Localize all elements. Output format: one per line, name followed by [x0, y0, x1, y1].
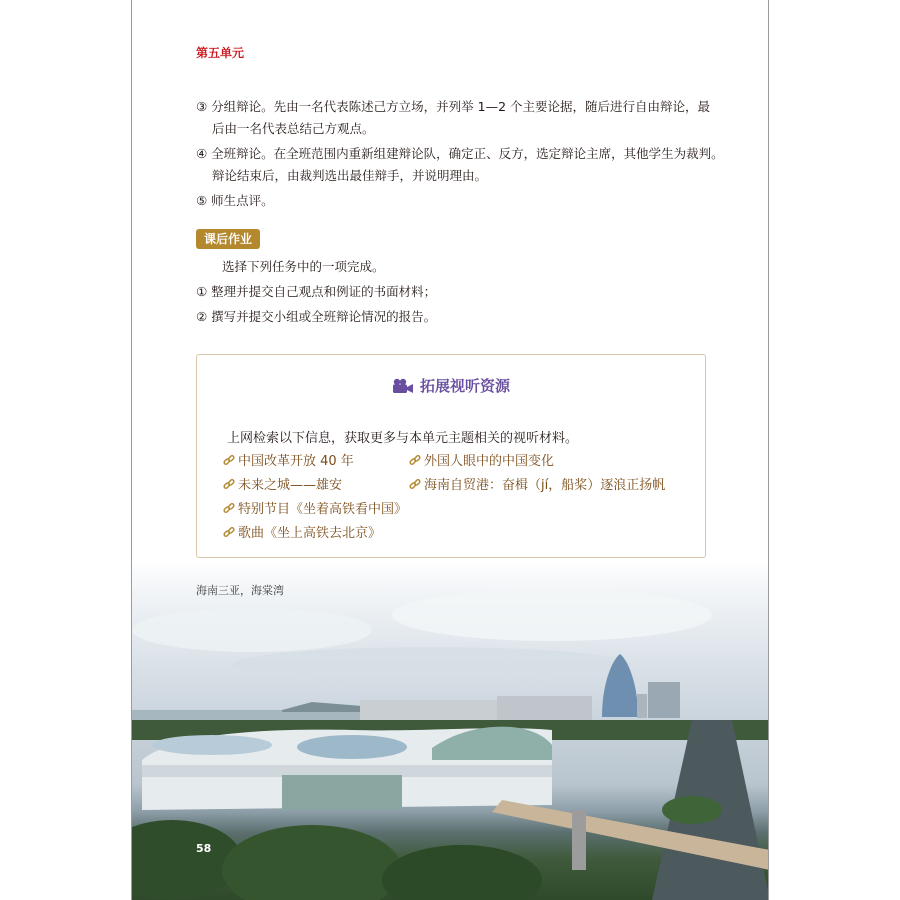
resource-link[interactable] — [223, 450, 354, 469]
link-icon — [409, 478, 421, 490]
video-camera-icon — [392, 378, 414, 394]
resource-link[interactable] — [223, 474, 342, 493]
resource-intro: 上网检索以下信息，获取更多与本单元主题相关的视听材料。 — [227, 431, 579, 446]
step-5-line-1: ⑤ 师生点评。 — [196, 193, 274, 208]
resource-link[interactable] — [223, 522, 381, 541]
resource-link-label: 外国人眼中的中国变化 — [424, 454, 555, 469]
page-number: 58 — [196, 842, 212, 855]
step-4-line-2: 辩论结束后，由裁判选出最佳辩手，并说明理由。 — [212, 168, 488, 183]
resource-link-label: 中国改革开放 40 年 — [238, 454, 354, 469]
step-4-line-1: ④ 全班辩论。在全班范围内重新组建辩论队，确定正、反方，选定辩论主席，其他学生为裁判。 — [196, 146, 724, 161]
haitang-bay-photo — [132, 560, 769, 900]
resource-link-label: 歌曲《坐上高铁去北京》 — [238, 526, 382, 541]
resource-title-text: 拓展视听资源 — [419, 377, 510, 395]
homework-intro: 选择下列任务中的一项完成。 — [222, 259, 385, 274]
link-icon — [223, 502, 235, 514]
link-icon — [223, 526, 235, 538]
unit-label: 第五单元 — [196, 46, 245, 60]
resource-link-label: 特别节目《坐着高铁看中国》 — [238, 502, 408, 517]
city-scene-illustration — [132, 560, 769, 900]
resource-link-label: 未来之城——雄安 — [238, 478, 343, 493]
homework-task: ① 整理并提交自己观点和例证的书面材料； — [196, 284, 437, 299]
photo-caption: 海南三亚，海棠湾 — [196, 584, 284, 597]
link-icon — [223, 478, 235, 490]
resource-link[interactable] — [223, 498, 407, 517]
link-icon — [409, 454, 421, 466]
resource-title — [197, 375, 705, 396]
step-3-line-2: 后由一名代表总结己方观点。 — [212, 121, 375, 136]
textbook-page — [131, 0, 769, 900]
resource-link[interactable] — [409, 474, 665, 493]
resource-box — [196, 354, 706, 558]
resource-link-label: 海南自贸港：奋楫（jí，船桨）逐浪正扬帆 — [424, 478, 666, 493]
link-icon — [223, 454, 235, 466]
step-3-line-1: ③ 分组辩论。先由一名代表陈述己方立场，并列举 1—2 个主要论据，随后进行自由辩论，最 — [196, 99, 711, 114]
homework-task: ② 撰写并提交小组或全班辩论情况的报告。 — [196, 309, 437, 324]
homework-badge: 课后作业 — [196, 229, 260, 249]
resource-link[interactable] — [409, 450, 554, 469]
